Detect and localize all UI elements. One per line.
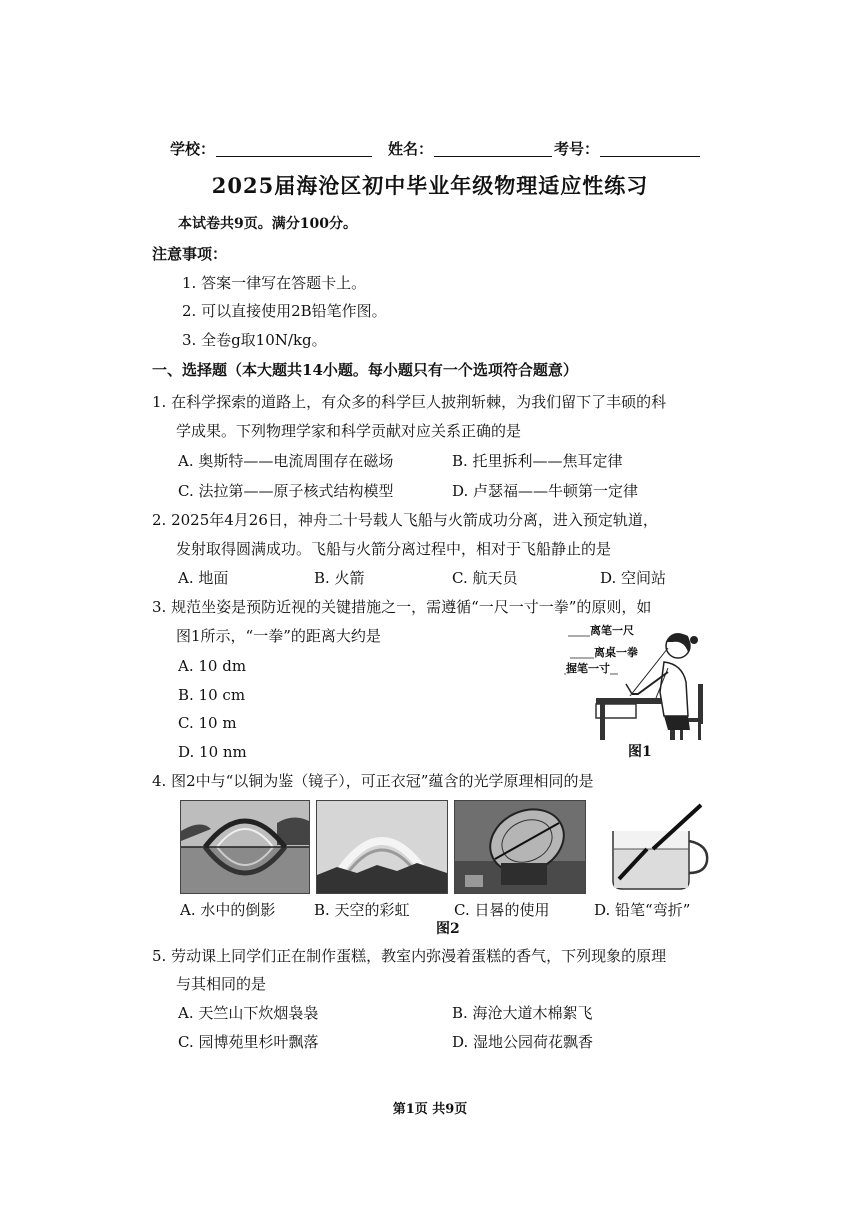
student-at-desk-illustration [560,622,710,742]
figure-2b-rainbow [316,800,448,894]
q2-option-b: B. 火箭 [314,569,365,587]
figure-2-caption: 图2 [436,921,460,937]
notes-heading: 注意事项： [152,245,228,263]
q5-stem-line1: 5. 劳动课上同学们正在制作蛋糕，教室内弥漫着蛋糕的香气，下列现象的原理 [152,947,667,965]
q1-option-a: A. 奥斯特——电流周围存在磁场 [178,452,394,470]
figure-2a-water-reflection [180,800,310,894]
figure-1-label-one-inch: 握笔一寸 [566,662,610,675]
q5-stem-line2: 与其相同的是 [176,975,267,993]
q2-stem-line2: 发射取得圆满成功。飞船与火箭分离过程中，相对于飞船静止的是 [176,540,612,558]
q3-option-d: D. 10 nm [178,743,247,761]
q1-stem-line2: 学成果。下列物理学家和科学贡献对应关系正确的是 [176,422,522,440]
figure-1-caption: 图1 [628,744,652,760]
q5-option-b: B. 海沧大道木棉絮飞 [452,1004,593,1022]
figure-1-label-one-fist: 离桌一拳 [594,646,638,659]
page-footer: 第1页 共9页 [392,1102,468,1117]
q5-option-d: D. 湿地公园荷花飘香 [452,1033,594,1051]
note-item: 1. 答案一律写在答题卡上。 [182,274,367,292]
q3-stem-line2: 图1所示，“一拳”的距离大约是 [176,627,381,645]
figure-1-posture [560,622,710,742]
q2-option-d: D. 空间站 [600,569,667,587]
figure-1-label-one-foot: 离笔一尺 [590,624,634,637]
q4-option-d: D. 铅笔“弯折” [594,901,691,919]
q4-stem: 4. 图2中与“以铜为鉴（镜子），可正衣冠”蕴含的光学原理相同的是 [152,772,594,790]
name-underline [434,156,552,157]
q3-stem-line1: 3. 规范坐姿是预防近视的关键措施之一，需遵循“一尺一寸一拳”的原则，如 [152,598,652,616]
q1-stem-line1: 1. 在科学探索的道路上，有众多的科学巨人披荆斩棘，为我们留下了丰硕的科 [152,393,667,411]
q4-option-b: B. 天空的彩虹 [314,901,410,919]
school-underline [216,156,372,157]
school-label: 学校： [170,140,216,158]
q5-option-a: A. 天竺山下炊烟袅袅 [178,1004,319,1022]
note-item: 3. 全卷g取10N/kg。 [182,331,327,349]
intro-text: 本试卷共9页。满分100分。 [178,216,357,232]
q4-option-a: A. 水中的倒影 [180,901,276,919]
q1-option-c: C. 法拉第——原子核式结构模型 [178,482,394,500]
q2-option-c: C. 航天员 [452,569,518,587]
q3-option-a: A. 10 dm [178,657,247,675]
exam-no-underline [600,156,700,157]
section-heading: 一、选择题（本大题共14小题。每小题只有一个选项符合题意） [152,361,578,379]
q1-option-d: D. 卢瑟福——牛顿第一定律 [452,482,639,500]
q5-option-c: C. 园博苑里杉叶飘落 [178,1033,319,1051]
figure-2c-sundial [454,800,586,894]
q4-option-c: C. 日晷的使用 [454,901,550,919]
page-title: 2025届海沧区初中毕业年级物理适应性练习 [211,173,649,198]
q3-option-b: B. 10 cm [178,686,246,704]
q2-stem-line1: 2. 2025年4月26日，神舟二十号载人飞船与火箭成功分离，进入预定轨道， [152,511,658,529]
q2-option-a: A. 地面 [178,569,229,587]
q3-option-c: C. 10 m [178,714,237,732]
name-label: 姓名： [388,140,434,158]
exam-no-label: 考号： [554,140,600,158]
note-item: 2. 可以直接使用2B铅笔作图。 [182,302,387,320]
figure-2d-bent-pencil [592,800,722,894]
q1-option-b: B. 托里拆利——焦耳定律 [452,452,623,470]
